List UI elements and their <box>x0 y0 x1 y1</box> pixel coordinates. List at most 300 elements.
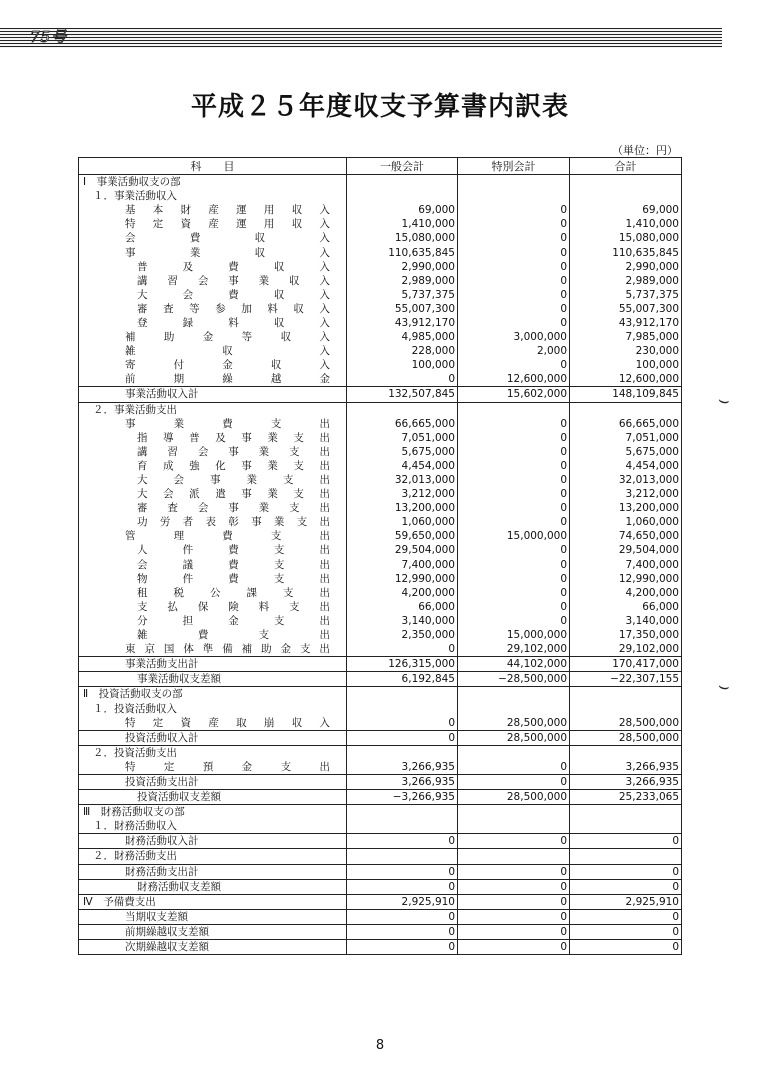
row-label-cell <box>79 879 347 894</box>
row-label: 財務活動収支差額 <box>137 880 221 893</box>
row-label: 東 京 国 体 準 備 補 助 金 支 出 <box>125 643 330 656</box>
row-label: ２．財務活動支出 <box>93 850 177 863</box>
row-label: 前 期 繰 越 金 <box>125 373 330 386</box>
row-label: 基 本 財 産 運 用 収 入 <box>125 204 330 217</box>
row-label: 事 業 費 支 出 <box>125 417 330 430</box>
row-label-cell <box>79 572 347 586</box>
table-row <box>79 217 682 231</box>
amount-total: 0 <box>570 939 682 954</box>
row-label: Ⅰ 事業活動収支の部 <box>83 176 181 189</box>
amount-general: 4,454,000 <box>347 459 458 473</box>
amount-special: 15,000,000 <box>458 628 570 642</box>
amount-general: 5,737,375 <box>347 288 458 302</box>
row-label: 当期収支差額 <box>125 910 188 923</box>
amount-special: 0 <box>458 203 570 217</box>
amount-general <box>347 805 458 820</box>
amount-special: 0 <box>458 774 570 789</box>
amount-total <box>570 402 682 417</box>
row-label: 事業活動支出計 <box>125 658 199 671</box>
table-row <box>79 473 682 487</box>
row-label-cell <box>79 330 347 344</box>
amount-special: −28,500,000 <box>458 672 570 687</box>
amount-total: 2,990,000 <box>570 260 682 274</box>
row-label: 審 査 会 事 業 支 出 <box>137 502 330 515</box>
amount-special <box>458 745 570 760</box>
amount-general: 7,400,000 <box>347 558 458 572</box>
row-label-cell <box>79 501 347 515</box>
amount-special: 12,600,000 <box>458 372 570 387</box>
row-label: １．財務活動収入 <box>93 820 177 833</box>
amount-special: 0 <box>458 614 570 628</box>
amount-special: 0 <box>458 864 570 879</box>
amount-general <box>347 701 458 715</box>
amount-special: 0 <box>458 288 570 302</box>
amount-general: 3,140,000 <box>347 614 458 628</box>
amount-special: 0 <box>458 431 570 445</box>
amount-special: 0 <box>458 245 570 259</box>
row-label-cell <box>79 245 347 259</box>
amount-total: 13,200,000 <box>570 501 682 515</box>
table-row <box>79 543 682 557</box>
amount-general: 2,989,000 <box>347 274 458 288</box>
table-row <box>79 387 682 402</box>
amount-general <box>347 819 458 834</box>
row-label-cell <box>79 175 347 190</box>
row-label: ２．事業活動支出 <box>93 403 177 416</box>
row-label-cell <box>79 459 347 473</box>
table-row <box>79 600 682 614</box>
table-row <box>79 774 682 789</box>
row-label: 次期繰越収支差額 <box>125 941 209 954</box>
amount-special: 0 <box>458 894 570 909</box>
row-label-cell <box>79 358 347 372</box>
amount-general: 2,925,910 <box>347 894 458 909</box>
row-label: 講 習 会 事 業 収 入 <box>137 274 330 287</box>
table-row <box>79 819 682 834</box>
amount-special: 0 <box>458 501 570 515</box>
amount-total: 29,102,000 <box>570 642 682 657</box>
table-row <box>79 628 682 642</box>
row-label: 大 会 事 業 支 出 <box>137 474 330 487</box>
amount-general: 66,000 <box>347 600 458 614</box>
amount-special: 0 <box>458 543 570 557</box>
row-label: 特 定 預 金 支 出 <box>125 760 330 773</box>
amount-total <box>570 805 682 820</box>
amount-special: 28,500,000 <box>458 730 570 745</box>
amount-general <box>347 175 458 190</box>
table-row <box>79 849 682 864</box>
row-label-cell <box>79 790 347 805</box>
header-item: 科 目 <box>79 158 347 175</box>
row-label: 事 業 収 入 <box>125 246 330 259</box>
amount-general: 3,266,935 <box>347 774 458 789</box>
row-label-cell <box>79 819 347 834</box>
row-label: 財務活動支出計 <box>125 865 199 878</box>
row-label-cell <box>79 288 347 302</box>
table-row <box>79 175 682 190</box>
row-label: 寄 付 金 収 入 <box>125 359 330 372</box>
table-row <box>79 445 682 459</box>
table-row <box>79 558 682 572</box>
amount-total: 110,635,845 <box>570 245 682 259</box>
amount-special: 0 <box>458 760 570 775</box>
amount-general: 0 <box>347 642 458 657</box>
table-row <box>79 790 682 805</box>
amount-total: −22,307,155 <box>570 672 682 687</box>
amount-total: 7,400,000 <box>570 558 682 572</box>
amount-special <box>458 687 570 702</box>
amount-general <box>347 189 458 203</box>
amount-general: 0 <box>347 924 458 939</box>
header-special: 特別会計 <box>458 158 570 175</box>
row-label: 支 払 保 険 料 支 出 <box>137 600 330 613</box>
amount-special <box>458 402 570 417</box>
row-label: 育 成 強 化 事 業 支 出 <box>137 459 330 472</box>
amount-total: 7,985,000 <box>570 330 682 344</box>
row-label-cell <box>79 431 347 445</box>
amount-general: 55,007,300 <box>347 302 458 316</box>
row-label-cell <box>79 614 347 628</box>
row-label-cell <box>79 628 347 642</box>
table-row <box>79 274 682 288</box>
amount-general: 15,080,000 <box>347 231 458 245</box>
row-label: Ⅲ 財務活動収支の部 <box>83 806 185 819</box>
table-row <box>79 203 682 217</box>
amount-total <box>570 745 682 760</box>
amount-total <box>570 849 682 864</box>
row-label-cell <box>79 745 347 760</box>
row-label-cell <box>79 805 347 820</box>
table-row <box>79 642 682 657</box>
amount-general: 66,665,000 <box>347 417 458 431</box>
row-label-cell <box>79 657 347 672</box>
amount-special <box>458 701 570 715</box>
table-row <box>79 924 682 939</box>
row-label-cell <box>79 864 347 879</box>
amount-special: 0 <box>458 473 570 487</box>
row-label: １．投資活動収入 <box>93 702 177 715</box>
table-row <box>79 701 682 715</box>
row-label: 雑 収 入 <box>125 345 330 358</box>
amount-special: 0 <box>458 515 570 529</box>
amount-total: 28,500,000 <box>570 716 682 731</box>
amount-special: 0 <box>458 417 570 431</box>
amount-total: 28,500,000 <box>570 730 682 745</box>
row-label: Ⅱ 投資活動収支の部 <box>83 688 183 701</box>
table-row <box>79 760 682 775</box>
amount-total: 25,233,065 <box>570 790 682 805</box>
row-label-cell <box>79 203 347 217</box>
amount-special: 0 <box>458 459 570 473</box>
row-label: 普 及 費 収 入 <box>137 260 330 273</box>
table-row <box>79 572 682 586</box>
amount-general: 1,410,000 <box>347 217 458 231</box>
amount-total: 74,650,000 <box>570 529 682 543</box>
unit-note: （単位：円） <box>612 144 678 157</box>
row-label-cell <box>79 558 347 572</box>
row-label: 審 査 等 参 加 料 収 入 <box>137 302 330 315</box>
amount-special: 0 <box>458 600 570 614</box>
table-row <box>79 515 682 529</box>
margin-mark: ⌣ <box>716 675 732 698</box>
amount-general <box>347 849 458 864</box>
row-label-cell <box>79 473 347 487</box>
table-row <box>79 939 682 954</box>
budget-table-body <box>79 175 682 955</box>
amount-total: 0 <box>570 864 682 879</box>
table-row <box>79 894 682 909</box>
amount-special: 0 <box>458 445 570 459</box>
amount-general: 100,000 <box>347 358 458 372</box>
row-label-cell <box>79 402 347 417</box>
amount-total: 0 <box>570 879 682 894</box>
amount-special: 0 <box>458 586 570 600</box>
amount-general: 69,000 <box>347 203 458 217</box>
row-label: 雑 費 支 出 <box>137 629 330 642</box>
table-row <box>79 864 682 879</box>
amount-total: 15,080,000 <box>570 231 682 245</box>
amount-general: 0 <box>347 939 458 954</box>
row-label-cell <box>79 543 347 557</box>
amount-total: 4,454,000 <box>570 459 682 473</box>
row-label-cell <box>79 316 347 330</box>
row-label-cell <box>79 515 347 529</box>
table-row <box>79 260 682 274</box>
table-row <box>79 330 682 344</box>
amount-special: 0 <box>458 558 570 572</box>
amount-total: 66,665,000 <box>570 417 682 431</box>
row-label-cell <box>79 849 347 864</box>
row-label-cell <box>79 760 347 775</box>
row-label-cell <box>79 302 347 316</box>
row-label-cell <box>79 642 347 657</box>
amount-general: 3,212,000 <box>347 487 458 501</box>
row-label: １．事業活動収入 <box>93 190 177 203</box>
table-row <box>79 316 682 330</box>
row-label: 事業活動収支差額 <box>137 673 221 686</box>
amount-general: 228,000 <box>347 344 458 358</box>
row-label-cell <box>79 344 347 358</box>
amount-special: 3,000,000 <box>458 330 570 344</box>
amount-general: 132,507,845 <box>347 387 458 402</box>
table-row <box>79 805 682 820</box>
amount-total <box>570 701 682 715</box>
row-label-cell <box>79 260 347 274</box>
amount-special: 0 <box>458 231 570 245</box>
row-label-cell <box>79 716 347 731</box>
table-row <box>79 431 682 445</box>
row-label: 投資活動収支差額 <box>137 791 221 804</box>
amount-special: 15,602,000 <box>458 387 570 402</box>
amount-total: 69,000 <box>570 203 682 217</box>
amount-total: 12,990,000 <box>570 572 682 586</box>
table-row <box>79 344 682 358</box>
amount-special: 0 <box>458 487 570 501</box>
amount-special: 2,000 <box>458 344 570 358</box>
amount-general: 4,985,000 <box>347 330 458 344</box>
amount-total: 5,737,375 <box>570 288 682 302</box>
amount-total <box>570 189 682 203</box>
row-label-cell <box>79 600 347 614</box>
row-label: 大 会 費 収 入 <box>137 288 330 301</box>
amount-total: 230,000 <box>570 344 682 358</box>
amount-general: 1,060,000 <box>347 515 458 529</box>
table-row <box>79 487 682 501</box>
table-row <box>79 687 682 702</box>
amount-general: 2,350,000 <box>347 628 458 642</box>
row-label-cell <box>79 730 347 745</box>
amount-special: 0 <box>458 260 570 274</box>
row-label: 事業活動収入計 <box>125 388 199 401</box>
row-label-cell <box>79 834 347 849</box>
amount-total: 0 <box>570 924 682 939</box>
table-row <box>79 909 682 924</box>
amount-general <box>347 402 458 417</box>
amount-general: 0 <box>347 879 458 894</box>
amount-total <box>570 175 682 190</box>
budget-table <box>78 157 682 955</box>
amount-total: 2,925,910 <box>570 894 682 909</box>
row-label: Ⅳ 予備費支出 <box>83 895 156 908</box>
row-label: 特 定 資 産 運 用 収 入 <box>125 218 330 231</box>
table-row <box>79 529 682 543</box>
row-label: 登 録 料 収 入 <box>137 316 330 329</box>
amount-special <box>458 175 570 190</box>
amount-special: 0 <box>458 834 570 849</box>
table-row <box>79 459 682 473</box>
table-row <box>79 189 682 203</box>
row-label: 講 習 会 事 業 支 出 <box>137 445 330 458</box>
row-label-cell <box>79 939 347 954</box>
amount-special: 15,000,000 <box>458 529 570 543</box>
amount-total <box>570 819 682 834</box>
amount-total: 7,051,000 <box>570 431 682 445</box>
row-label: 租 税 公 課 支 出 <box>137 586 330 599</box>
amount-special: 0 <box>458 572 570 586</box>
page-title: 平成２５年度収支予算書内訳表 <box>190 92 569 122</box>
row-label: 物 件 費 支 出 <box>137 572 330 585</box>
amount-special <box>458 189 570 203</box>
table-row <box>79 834 682 849</box>
amount-total <box>570 687 682 702</box>
amount-total: 1,060,000 <box>570 515 682 529</box>
amount-special: 0 <box>458 879 570 894</box>
row-label: 投資活動収入計 <box>125 731 199 744</box>
amount-general <box>347 745 458 760</box>
amount-special <box>458 819 570 834</box>
amount-general <box>347 687 458 702</box>
row-label: 会 議 費 支 出 <box>137 558 330 571</box>
amount-special: 0 <box>458 939 570 954</box>
issue-number: 75号 <box>30 28 68 46</box>
row-label-cell <box>79 217 347 231</box>
table-row <box>79 245 682 259</box>
row-label: 投資活動支出計 <box>125 775 199 788</box>
header-total: 合計 <box>570 158 682 175</box>
row-label-cell <box>79 487 347 501</box>
table-row <box>79 657 682 672</box>
amount-special: 28,500,000 <box>458 716 570 731</box>
row-label-cell <box>79 774 347 789</box>
row-label-cell <box>79 189 347 203</box>
amount-special <box>458 849 570 864</box>
row-label: 分 担 金 支 出 <box>137 614 330 627</box>
row-label: 前期繰越収支差額 <box>125 925 209 938</box>
amount-total: 3,266,935 <box>570 774 682 789</box>
amount-general: 2,990,000 <box>347 260 458 274</box>
amount-general: 0 <box>347 834 458 849</box>
amount-total: 29,504,000 <box>570 543 682 557</box>
margin-mark: ⌣ <box>716 389 732 412</box>
amount-general: 7,051,000 <box>347 431 458 445</box>
amount-total: 3,266,935 <box>570 760 682 775</box>
amount-general: 0 <box>347 864 458 879</box>
table-row <box>79 745 682 760</box>
row-label: 管 理 費 支 出 <box>125 530 330 543</box>
amount-general: 5,675,000 <box>347 445 458 459</box>
table-row <box>79 672 682 687</box>
amount-total: 3,212,000 <box>570 487 682 501</box>
amount-general: 13,200,000 <box>347 501 458 515</box>
row-label: 特 定 資 産 取 崩 収 入 <box>125 716 330 729</box>
amount-total: 17,350,000 <box>570 628 682 642</box>
row-label-cell <box>79 687 347 702</box>
amount-total: 0 <box>570 909 682 924</box>
amount-general: −3,266,935 <box>347 790 458 805</box>
row-label-cell <box>79 701 347 715</box>
amount-general: 0 <box>347 372 458 387</box>
amount-total: 0 <box>570 834 682 849</box>
amount-special: 0 <box>458 274 570 288</box>
amount-total: 5,675,000 <box>570 445 682 459</box>
amount-total: 148,109,845 <box>570 387 682 402</box>
amount-general: 110,635,845 <box>347 245 458 259</box>
amount-special: 0 <box>458 302 570 316</box>
amount-total: 12,600,000 <box>570 372 682 387</box>
row-label: ２．投資活動支出 <box>93 746 177 759</box>
table-row <box>79 716 682 731</box>
amount-total: 4,200,000 <box>570 586 682 600</box>
row-label-cell <box>79 372 347 387</box>
table-row <box>79 879 682 894</box>
amount-general: 3,266,935 <box>347 760 458 775</box>
table-row <box>79 501 682 515</box>
table-row <box>79 586 682 600</box>
amount-general: 0 <box>347 730 458 745</box>
row-label-cell <box>79 387 347 402</box>
amount-general: 12,990,000 <box>347 572 458 586</box>
table-row <box>79 417 682 431</box>
amount-general: 126,315,000 <box>347 657 458 672</box>
table-row <box>79 402 682 417</box>
amount-special: 0 <box>458 316 570 330</box>
row-label: 大 会 派 遣 事 業 支 出 <box>137 488 330 501</box>
page-number: 8 <box>375 1038 385 1053</box>
row-label-cell <box>79 231 347 245</box>
row-label-cell <box>79 894 347 909</box>
table-row <box>79 372 682 387</box>
amount-general: 6,192,845 <box>347 672 458 687</box>
row-label-cell <box>79 586 347 600</box>
row-label-cell <box>79 909 347 924</box>
table-row <box>79 231 682 245</box>
amount-general: 59,650,000 <box>347 529 458 543</box>
amount-general: 29,504,000 <box>347 543 458 557</box>
amount-total: 3,140,000 <box>570 614 682 628</box>
amount-special: 28,500,000 <box>458 790 570 805</box>
row-label-cell <box>79 417 347 431</box>
amount-special: 0 <box>458 358 570 372</box>
